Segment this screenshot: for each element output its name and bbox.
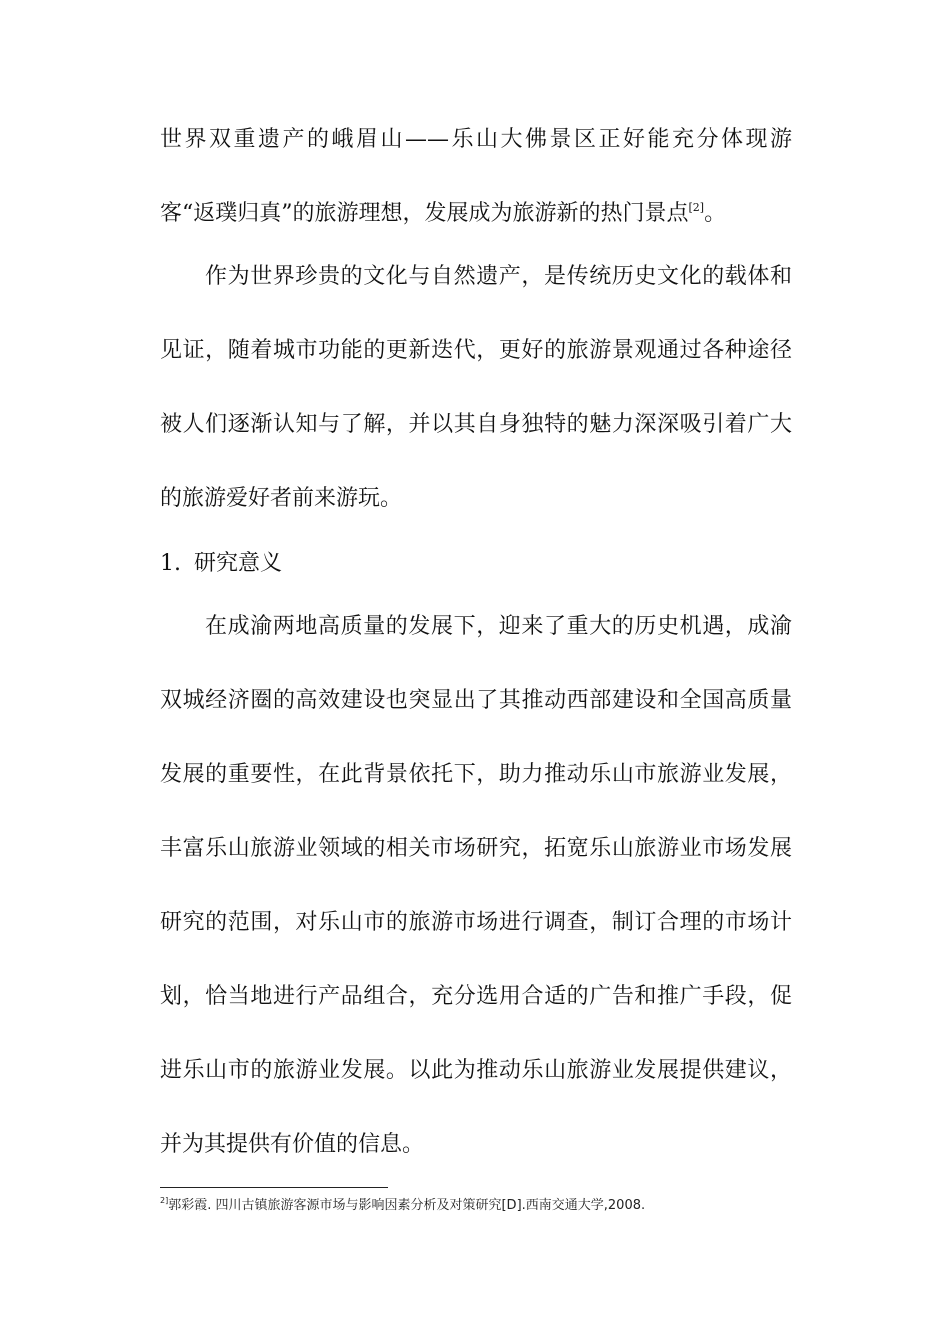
section-heading (160, 549, 282, 579)
footnote-separator (160, 1187, 388, 1188)
footnote-marker: 2] (160, 1196, 169, 1205)
paragraph-2-line-4: 的旅游爱好者前来游玩。 (160, 486, 403, 511)
paragraph-3-line-8: 并为其提供有价值的信息。 (160, 1132, 425, 1157)
paragraph-2-line-1: 作为世界珍贵的文化与自然遗产，是传统历史文化的载体和 (205, 264, 792, 289)
paragraph-2-line-3: 被人们逐渐认知与了解，并以其自身独特的魅力深深吸引着广大 (160, 412, 792, 437)
section-number: 1. (160, 551, 181, 576)
paragraph-1-line-1: 世界双重遗产的峨眉山——乐山大佛景区正好能充分体现游 (160, 127, 792, 152)
paragraph-1-line-2-text: 客“返璞归真”的旅游理想，发展成为旅游新的热门景点 (160, 201, 689, 226)
paragraph-1-line-2-end: 。 (704, 201, 727, 226)
paragraph-3-line-6: 划，恰当地进行产品组合，充分选用合适的广告和推广手段，促 (160, 984, 792, 1009)
paragraph-1-line-2 (160, 199, 792, 229)
paragraph-3-line-5: 研究的范围，对乐山市的旅游市场进行调查，制订合理的市场计 (160, 910, 792, 935)
paragraph-3-line-1: 在成渝两地高质量的发展下，迎来了重大的历史机遇，成渝 (205, 614, 792, 639)
section-title: 研究意义 (194, 551, 283, 576)
paragraph-3-line-7: 进乐山市的旅游业发展。以此为推动乐山旅游业发展提供建议， (160, 1058, 792, 1083)
paragraph-2-line-2: 见证，随着城市功能的更新迭代，更好的旅游景观通过各种途径 (160, 338, 792, 363)
citation-ref-2[interactable]: [2] (688, 201, 705, 214)
paragraph-3-line-2: 双城经济圈的高效建设也突显出了其推动西部建设和全国高质量 (160, 688, 792, 713)
paragraph-3-line-4: 丰富乐山旅游业领域的相关市场研究，拓宽乐山旅游业市场发展 (160, 836, 792, 861)
paragraph-3-line-3: 发展的重要性，在此背景依托下，助力推动乐山市旅游业发展， (160, 762, 792, 787)
footnote (160, 1197, 645, 1215)
footnote-text: 郭彩霞. 四川古镇旅游客源市场与影响因素分析及对策研究[D].西南交通大学,2008. (168, 1198, 646, 1213)
